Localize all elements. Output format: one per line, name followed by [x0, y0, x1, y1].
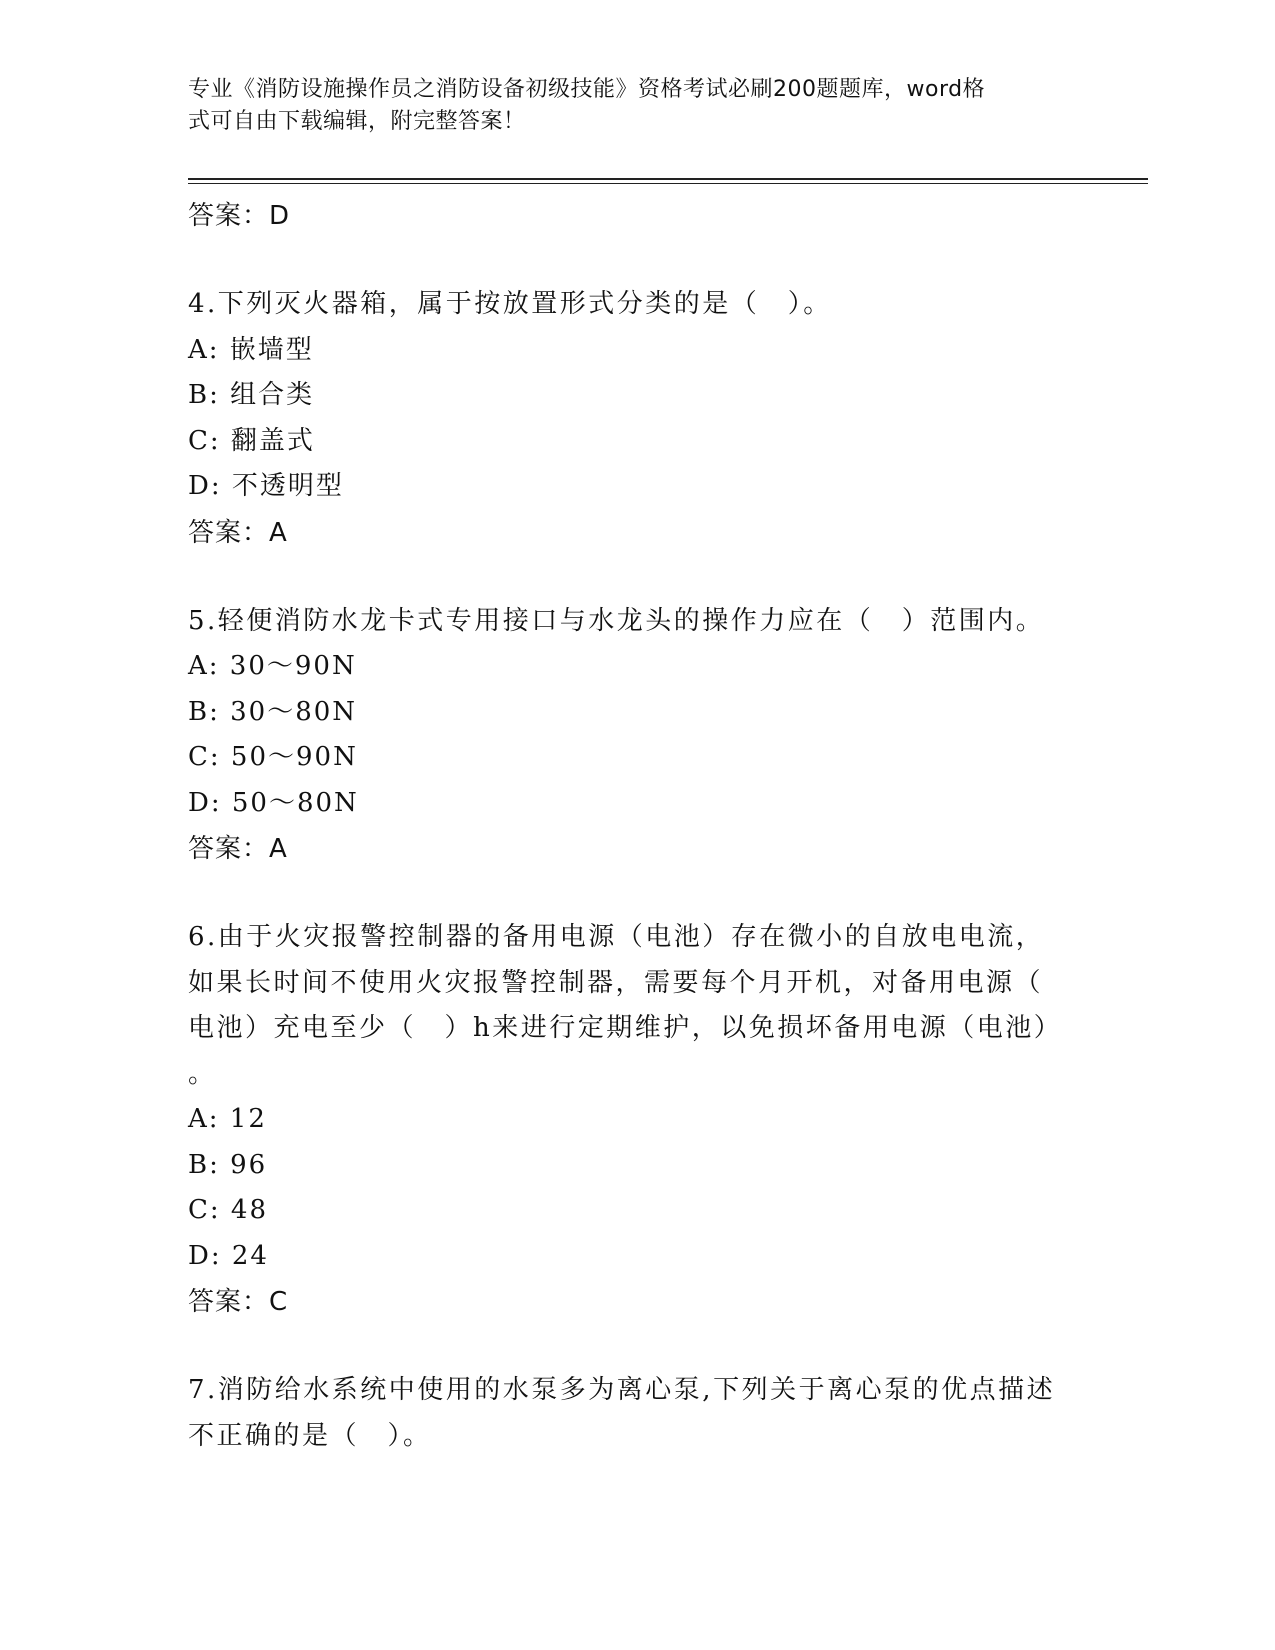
answer-line: 答案：A	[188, 517, 288, 548]
question-text-line: 。	[188, 1058, 217, 1089]
question-text-line: 7.消防给水系统中使用的水泵多为离心泵,下列关于离心泵的优点描述	[188, 1375, 1056, 1405]
option-d: D: 不透明型	[188, 471, 344, 501]
option-a: A: 12	[188, 1104, 267, 1134]
header-line-2: 式可自由下载编辑，附完整答案！	[188, 109, 526, 134]
answer-line: 答案：C	[188, 1287, 289, 1317]
question-block-6	[188, 915, 1088, 1325]
spacer	[188, 239, 1088, 282]
option-c: C: 50～90N	[188, 742, 358, 772]
option-d: D: 24	[188, 1240, 269, 1271]
question-text: 4.下列灭火器箱，属于按放置形式分类的是（ ）。	[188, 289, 832, 319]
answer-line: 答案：A	[188, 834, 288, 864]
option-a: A: 30～90N	[188, 651, 357, 681]
option-b: B: 组合类	[188, 380, 315, 410]
question-text-line: 6.由于火灾报警控制器的备用电源（电池）存在微小的自放电电流，	[188, 922, 1045, 952]
answer-line: 答案：D	[188, 201, 291, 231]
header-rule-thin	[188, 183, 1148, 184]
question-text-line: 如果长时间不使用火灾报警控制器，需要每个月开机，对备用电源（	[188, 967, 1044, 998]
spacer	[188, 556, 1088, 599]
spacer	[188, 872, 1088, 915]
option-c: C: 48	[188, 1195, 269, 1225]
option-b: B: 96	[188, 1149, 268, 1180]
document-header	[188, 74, 1068, 138]
spacer	[188, 1325, 1088, 1368]
question-list	[188, 193, 1088, 1459]
question-block-7	[188, 1368, 1088, 1459]
question-text-line: 电池）充电至少（ ）h来进行定期维护，以免损坏备用电源（电池）	[188, 1013, 1063, 1043]
option-a: A: 嵌墙型	[188, 334, 314, 365]
header-rule-thick	[188, 178, 1148, 180]
option-c: C: 翻盖式	[188, 425, 315, 456]
question-block-5	[188, 599, 1088, 873]
option-d: D: 50～80N	[188, 787, 359, 818]
option-b: B: 30～80N	[188, 696, 358, 727]
question-text-line: 不正确的是（ ）。	[188, 1420, 432, 1451]
question-block-4	[188, 282, 1088, 556]
question-text: 5.轻便消防水龙卡式专用接口与水龙头的操作力应在（ ）范围内。	[188, 605, 1045, 636]
header-line-1: 专业《消防设施操作员之消防设备初级技能》资格考试必刷200题题库，word格	[188, 77, 986, 102]
